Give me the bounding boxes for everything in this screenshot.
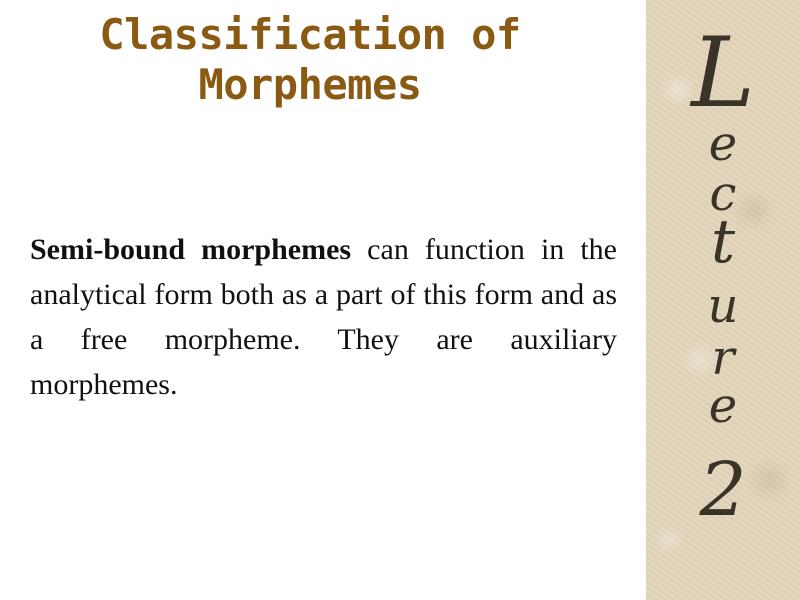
slide-title [40,10,580,110]
lecture-vertical-label [646,0,800,600]
side-letter-4: t [710,207,736,277]
title-line-2: Morphemes [198,60,422,109]
side-letter-2: e [708,116,738,172]
side-letter-6: r [711,330,735,386]
side-letter-5: u [707,278,739,334]
body-paragraph-text: can function in the analytical form both as a part of this form and as a free morpheme. They are auxiliary morphemes. [30,233,618,401]
lecture-side-panel [646,0,800,600]
side-letter-1: L [691,17,755,129]
side-letter-8: 2 [699,447,747,533]
body-paragraph [30,227,617,407]
side-letter-7: e [708,378,738,434]
side-letter-3: c [709,166,737,222]
title-line-1: Classification of [99,10,521,59]
body-paragraph-bold: Semi-bound morphemes [30,233,352,266]
